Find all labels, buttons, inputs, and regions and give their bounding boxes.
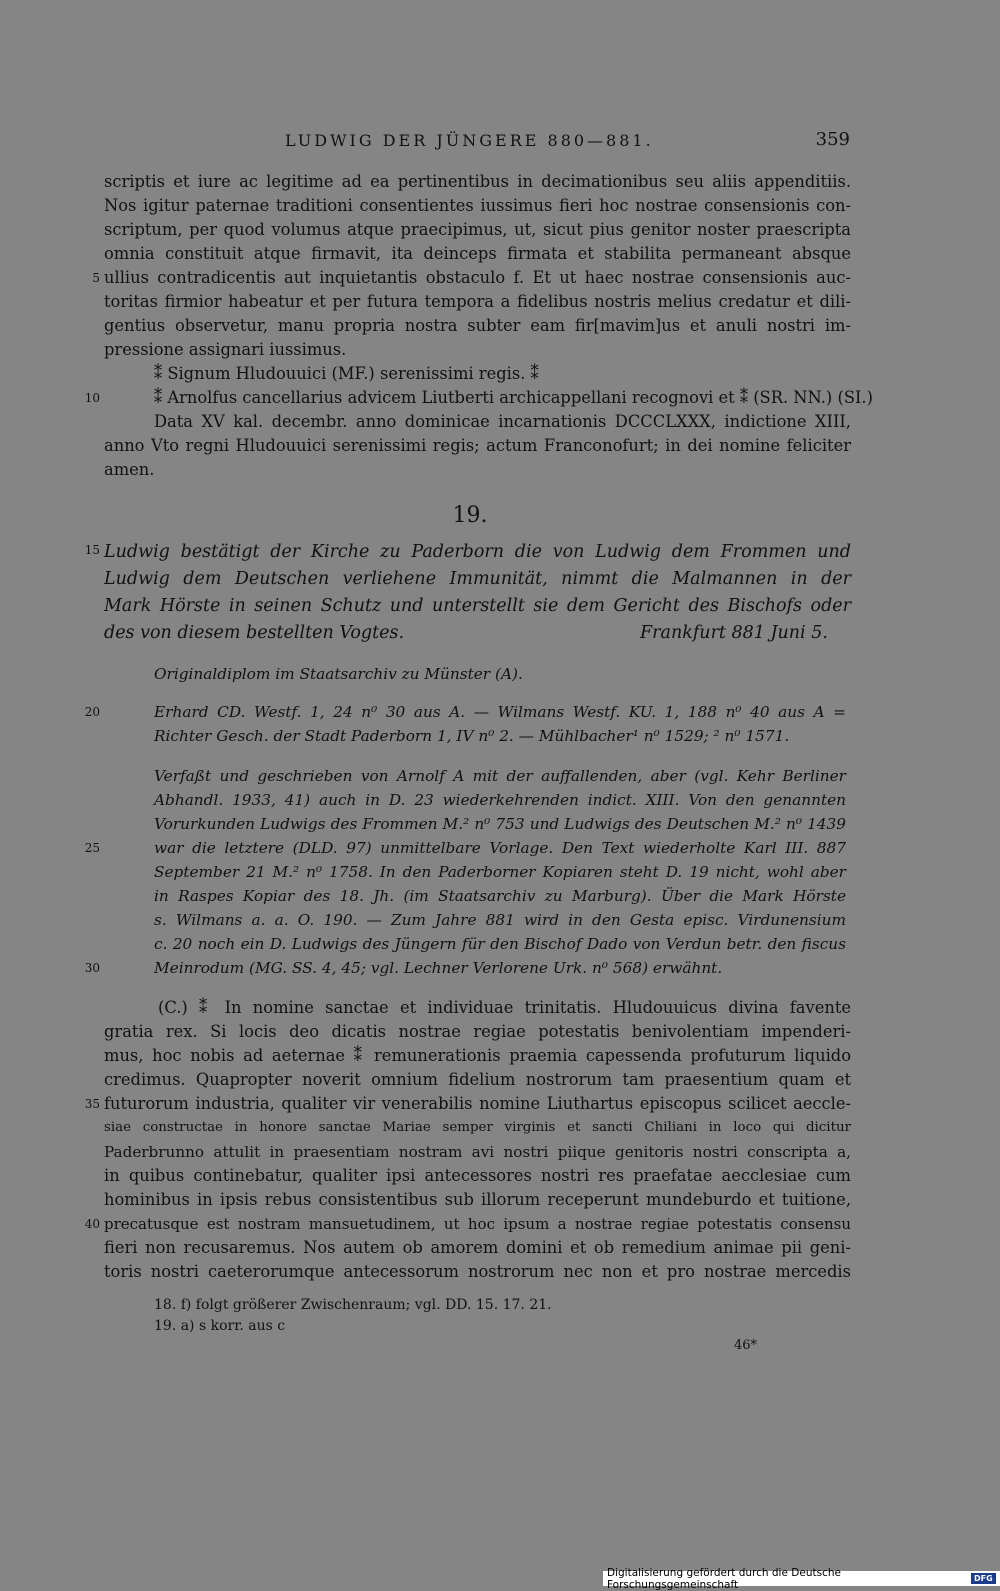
text-line: gratia rex. Si locis deo dicatis nostrae regiae potestatis benivolentiam impenderi- bbox=[104, 1022, 851, 1041]
text-line: precatusque est nostram mansuetudinem, ut hoc ipsum a nostrae regiae potestatis consensu bbox=[104, 1215, 851, 1233]
edition-line: Richter Gesch. der Stadt Paderborn 1, IV n⁰ 2. — Mühlbacher¹ n⁰ 1529; ² n⁰ 1571. bbox=[154, 727, 790, 745]
document-number: 19. bbox=[452, 503, 488, 528]
line-number: 30 bbox=[84, 961, 100, 975]
text-line: ullius contradicentis aut inquietantis obstaculo f. Et ut haec nostrae consensionis auc- bbox=[104, 268, 851, 287]
text-line: scriptum, per quod volumus atque praecipimus, ut, sicut pius genitor noster praescripta bbox=[104, 220, 851, 239]
text-line: Paderbrunno attulit in praesentiam nostram avi nostri piique genitoris nostri conscripta a, bbox=[104, 1143, 851, 1161]
dating-line: amen. bbox=[104, 460, 155, 479]
text-line: toris nostri caeterorumque antecessorum nostrorum nec non et pro nostrae mercedis bbox=[104, 1262, 851, 1281]
commentary-line: September 21 M.² n⁰ 1758. In den Paderborner Kopiaren steht D. 19 nicht, wohl aber bbox=[154, 863, 846, 881]
line-number: 10 bbox=[84, 391, 100, 405]
line-number: 40 bbox=[84, 1217, 100, 1231]
line-number: 15 bbox=[84, 543, 100, 557]
funding-footer bbox=[603, 1566, 1000, 1591]
dating-line: anno Vto regni Hludouuici serenissimi regis; actum Franconofurt; in dei nomine feliciter bbox=[104, 436, 851, 455]
text-line: credimus. Quapropter noverit omnium fidelium nostrorum tam praesentium quam et bbox=[104, 1070, 851, 1089]
text-line: pressione assignari iussimus. bbox=[104, 340, 347, 359]
commentary-line: Meinrodum (MG. SS. 4, 45; vgl. Lechner Verlorene Urk. n⁰ 568) erwähnt. bbox=[154, 959, 723, 977]
sheet-number: 46* bbox=[734, 1338, 758, 1353]
text-line: omnia constituit atque firmavit, ita deinceps firmata et stabilita permaneant absque bbox=[104, 244, 851, 263]
commentary-line: Verfaßt und geschrieben von Arnolf A mit der auffallenden, aber (vgl. Kehr Berliner bbox=[154, 767, 846, 785]
commentary-line: Vorurkunden Ludwigs des Frommen M.² n⁰ 753 und Ludwigs des Deutschen M.² n⁰ 1439 bbox=[154, 815, 846, 833]
regest-line: Mark Hörste in seinen Schutz und unterstellt sie dem Gericht des Bischofs oder bbox=[104, 596, 851, 616]
footnote: 19. a) s korr. aus c bbox=[154, 1318, 286, 1334]
commentary-line: war die letztere (DLD. 97) unmittelbare Vorlage. Den Text wiederholte Karl III. 887 bbox=[154, 839, 846, 857]
dating-line: Data XV kal. decembr. anno dominicae incarnationis DCCCLXXX, indictione XIII, bbox=[154, 412, 851, 431]
text-line: mus, hoc nobis ad aeternae ⁑ remunerationis praemia capessenda profuturum liquido bbox=[104, 1046, 851, 1065]
regest-line: Ludwig bestätigt der Kirche zu Paderborn die von Ludwig dem Frommen und bbox=[104, 542, 851, 562]
regest-line: des von diesem bestellten Vogtes. bbox=[104, 623, 405, 643]
header-title: LUDWIG DER JÜNGERE 880—881. bbox=[285, 131, 654, 150]
signum-line: ⁑ Signum Hludouuici (MF.) serenissimi regis. ⁑ bbox=[154, 364, 539, 383]
commentary-line: in Raspes Kopiar des 18. Jh. (im Staatsarchiv zu Marburg). Über die Mark Hörste bbox=[154, 887, 846, 905]
footer-text: Digitalisierung gefördert durch die Deutsche Forschungsgemeinschaft bbox=[607, 1566, 841, 1591]
line-number: 35 bbox=[84, 1097, 100, 1111]
edition-line: Erhard CD. Westf. 1, 24 n⁰ 30 aus A. — Wilmans Westf. KU. 1, 188 n⁰ 40 aus A = bbox=[154, 703, 846, 721]
text-line: gentius observetur, manu propria nostra subter eam fir[mavim]us et anuli nostri im- bbox=[104, 316, 851, 335]
text-line: siae constructae in honore sanctae Mariae semper virginis et sancti Chiliani in loco qui dicitur bbox=[104, 1120, 851, 1135]
text-line: (C.) ⁑ In nomine sanctae et individuae trinitatis. Hludouuicus divina favente bbox=[158, 998, 851, 1017]
text-line: hominibus in ipsis rebus consistentibus sub illorum receperunt mundeburdo et tuitione, bbox=[104, 1190, 851, 1209]
line-number: 25 bbox=[84, 841, 100, 855]
text-line: toritas firmior habeatur et per futura tempora a fidelibus nostris melius credatur et dili- bbox=[104, 292, 851, 311]
dfg-logo-icon: DFG bbox=[971, 1573, 996, 1584]
text-line: in quibus continebatur, qualiter ipsi antecessores nostri res praefatae aecclesiae cum bbox=[104, 1166, 851, 1185]
text-line: fieri non recusaremus. Nos autem ob amorem domini et ob remedium animae pii geni- bbox=[104, 1238, 851, 1257]
line-number: 5 bbox=[92, 271, 100, 285]
regest-date: Frankfurt 881 Juni 5. bbox=[640, 623, 828, 643]
commentary-line: c. 20 noch ein D. Ludwigs des Jüngern für den Bischof Dado von Verdun betr. den fiscus bbox=[154, 935, 846, 953]
running-header bbox=[285, 131, 850, 155]
text-line: scriptis et iure ac legitime ad ea pertinentibus in decimationibus seu aliis appenditiis. bbox=[104, 172, 851, 191]
regest-line: Ludwig dem Deutschen verliehene Immunität, nimmt die Malmannen in der bbox=[104, 569, 851, 589]
text-line: Nos igitur paternae traditioni consentientes iussimus fieri hoc nostrae consensionis con- bbox=[104, 196, 851, 215]
text-line: futurorum industria, qualiter vir venerabilis nomine Liuthartus episcopus scilicet aeccle- bbox=[104, 1094, 851, 1113]
commentary-line: Abhandl. 1933, 41) auch in D. 23 wiederkehrenden indict. XIII. Von den genannten bbox=[154, 791, 846, 809]
page-number: 359 bbox=[815, 129, 850, 150]
line-number: 20 bbox=[84, 705, 100, 719]
recognition-line: ⁑ Arnolfus cancellarius advicem Liutberti archicappellani recognovi et ⁑ (SR. NN.) (SI.) bbox=[154, 388, 873, 407]
footnote: 18. f) folgt größerer Zwischenraum; vgl. DD. 15. 17. 21. bbox=[154, 1297, 552, 1313]
commentary-line: s. Wilmans a. a. O. 190. — Zum Jahre 881 wird in den Gesta episc. Virdunensium bbox=[154, 911, 846, 929]
original-note: Originaldiplom im Staatsarchiv zu Münster (A). bbox=[154, 665, 523, 683]
